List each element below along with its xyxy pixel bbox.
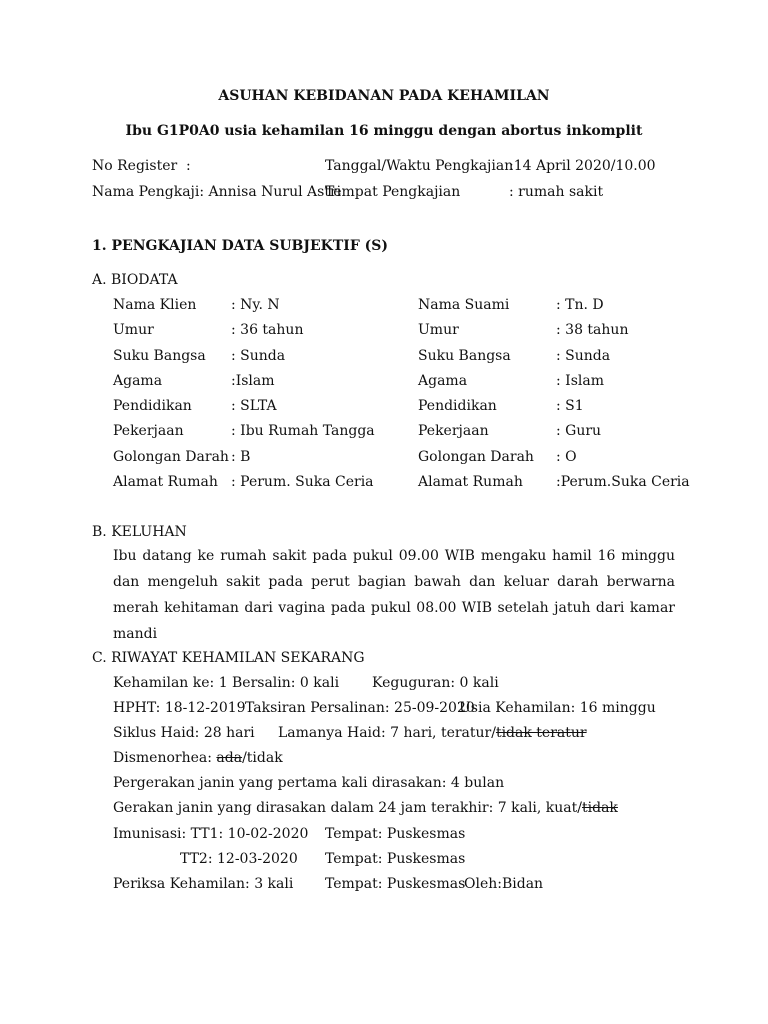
dismenorhea-label: Dismenorhea: [113, 750, 217, 766]
biodata-right-label: Golongan Darah [418, 449, 534, 465]
biodata-right-value: : Sunda [556, 348, 611, 364]
biodata-right-label: Pekerjaan [418, 423, 489, 439]
taksiran-persalinan: Taksiran Persalinan: 25-09-2020 [245, 700, 475, 716]
lamanya-haid [278, 723, 587, 743]
keluhan-heading: B. KELUHAN [92, 524, 187, 540]
biodata-left-label: Golongan Darah [113, 449, 229, 465]
biodata-left-value: : Perum. Suka Ceria [231, 474, 374, 490]
lamanya-haid-text: Lamanya Haid: 7 hari, teratur/ [278, 725, 496, 741]
imunisasi-tt2: TT2: 12-03-2020 [180, 851, 298, 867]
nama-pengkaji: Nama Pengkaji: Annisa Nurul Astri [92, 184, 342, 200]
biodata-right-label: Nama Suami [418, 297, 510, 313]
tempat-periksa: Tempat: Puskesmas [325, 876, 466, 892]
biodata-left-value: : Ny. N [231, 297, 280, 313]
dismenorhea-rest: /tidak [242, 750, 283, 766]
biodata-right-value: : Tn. D [556, 297, 604, 313]
tempat-value: : rumah sakit [509, 184, 604, 200]
biodata-left-label: Pendidikan [113, 398, 192, 414]
periksa-kehamilan: Periksa Kehamilan: 3 kali [113, 876, 294, 892]
biodata-left-label: Agama [113, 373, 163, 389]
oleh: Oleh:Bidan [464, 876, 544, 892]
tempat-tt2: Tempat: Puskesmas [325, 851, 466, 867]
biodata-left-value: : B [231, 449, 251, 465]
bersalin: Bersalin: 0 kali [232, 675, 340, 691]
dismenorhea-struck: ada [216, 750, 243, 766]
biodata-right-value: : Guru [556, 423, 602, 439]
pergerakan-pertama: Pergerakan janin yang pertama kali dirasakan: 4 bulan [113, 775, 505, 791]
riwayat-heading: C. RIWAYAT KEHAMILAN SEKARANG [92, 650, 365, 666]
dismenorhea [113, 748, 283, 768]
document-title: ASUHAN KEBIDANAN PADA KEHAMILAN [218, 88, 550, 104]
biodata-right-label: Alamat Rumah [418, 474, 523, 490]
tempat-label: Tempat Pengkajian [325, 184, 461, 200]
biodata-right-value: : S1 [556, 398, 584, 414]
tempat-tt1: Tempat: Puskesmas [325, 826, 466, 842]
keluhan-paragraph: Ibu datang ke rumah sakit pada pukul 09.00 WIB mengaku hamil 16 minggu dan mengeluh sakit pada perut bagian bawah dan keluar darah berwarna merah kehitaman dari vagina pada pukul 08.00 WIB setelah jatuh dari kamar mandi [113, 548, 675, 642]
keguguran: Keguguran: 0 kali [372, 675, 499, 691]
biodata-left-value: : 36 tahun [231, 322, 304, 338]
biodata-right-label: Agama [418, 373, 468, 389]
siklus-haid: Siklus Haid: 28 hari [113, 725, 255, 741]
gerakan-24jam [113, 798, 618, 818]
biodata-left-value: : SLTA [231, 398, 277, 414]
biodata-left-label: Umur [113, 322, 154, 338]
lamanya-haid-struck: tidak teratur [495, 725, 587, 741]
tanggal-value: :14 April 2020/10.00 [509, 158, 656, 174]
biodata-left-label: Pekerjaan [113, 423, 184, 439]
imunisasi-tt1: Imunisasi: TT1: 10-02-2020 [113, 826, 309, 842]
document-subtitle: Ibu G1P0A0 usia kehamilan 16 minggu dengan abortus inkomplit [125, 123, 643, 139]
biodata-right-label: Umur [418, 322, 459, 338]
biodata-left-label: Nama Klien [113, 297, 197, 313]
biodata-right-value: :Perum.Suka Ceria [556, 474, 690, 490]
gerakan-24jam-text: Gerakan janin yang dirasakan dalam 24 jam terakhir: 7 kali, kuat/ [113, 800, 582, 816]
section-1-title: 1. PENGKAJIAN DATA SUBJEKTIF (S) [92, 238, 388, 254]
tanggal-label: Tanggal/Waktu Pengkajian [325, 158, 514, 174]
biodata-left-value: :Islam [231, 373, 275, 389]
biodata-right-label: Suku Bangsa [418, 348, 511, 364]
no-register-colon: : [186, 158, 191, 174]
biodata-right-value: : 38 tahun [556, 322, 629, 338]
hpht: HPHT: 18-12-2019 [113, 700, 246, 716]
biodata-left-value: : Sunda [231, 348, 286, 364]
biodata-left-label: Alamat Rumah [113, 474, 218, 490]
biodata-left-label: Suku Bangsa [113, 348, 206, 364]
biodata-right-value: : O [556, 449, 577, 465]
biodata-heading: A. BIODATA [92, 272, 178, 288]
biodata-left-value: : Ibu Rumah Tangga [231, 423, 375, 439]
biodata-right-value: : Islam [556, 373, 604, 389]
usia-kehamilan: Usia Kehamilan: 16 minggu [459, 700, 656, 716]
kehamilan-ke: Kehamilan ke: 1 [113, 675, 228, 691]
biodata-right-label: Pendidikan [418, 398, 497, 414]
no-register-label: No Register [92, 158, 178, 174]
gerakan-24jam-struck: tidak [582, 800, 618, 816]
